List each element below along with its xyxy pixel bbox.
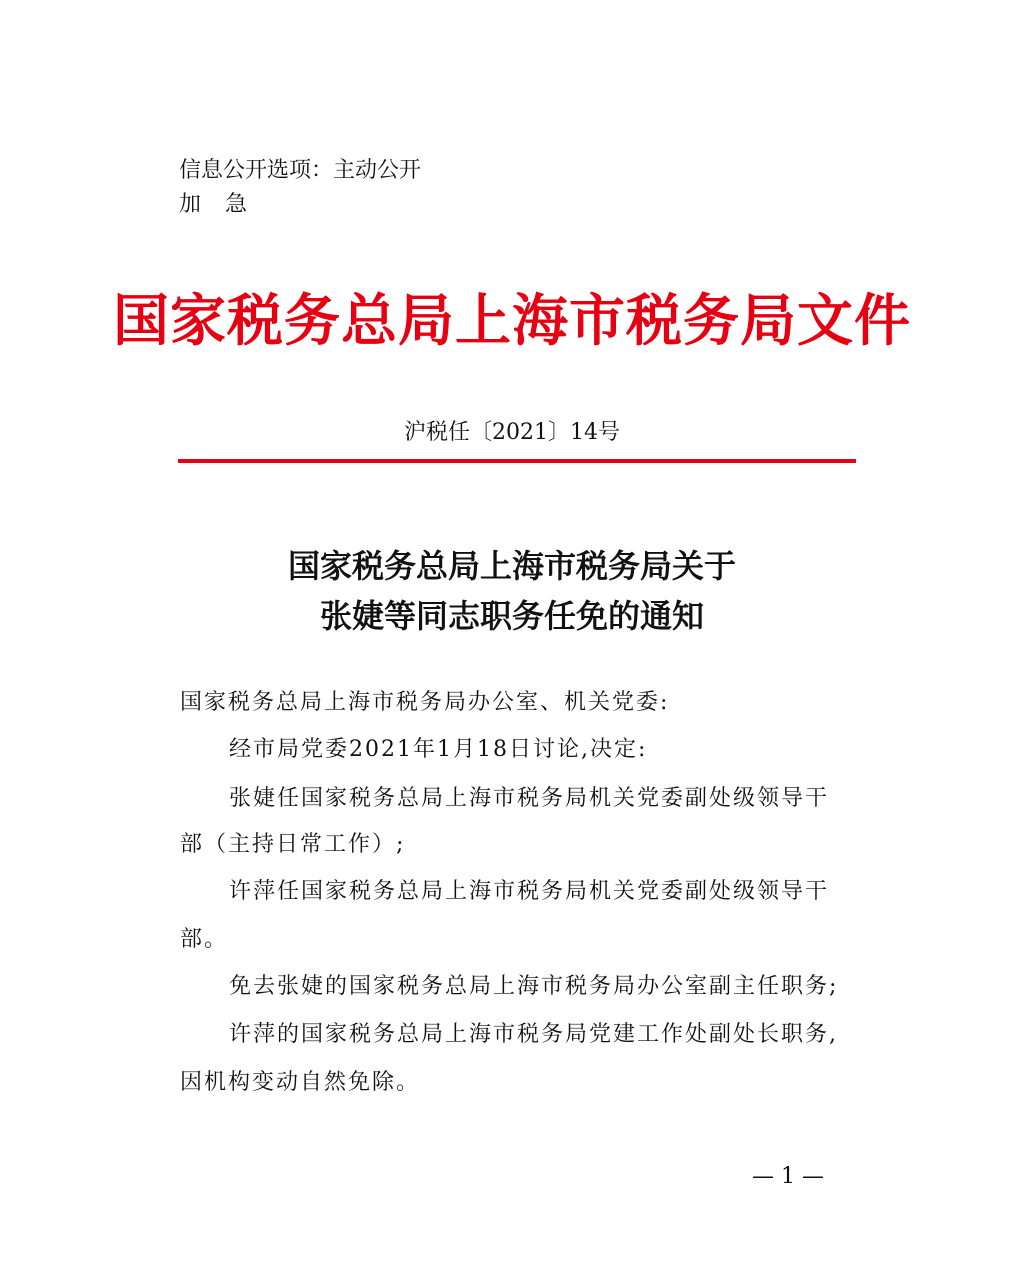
- removal-xu-line-1: 许萍的国家税务总局上海市税务局党建工作处副处长职务,: [229, 1022, 838, 1047]
- addressee: 国家税务总局上海市税务局办公室、机关党委:: [180, 690, 670, 715]
- disclosure-option: 信息公开选项：主动公开: [179, 158, 422, 183]
- urgency-label: 加 急: [179, 192, 249, 217]
- decision-intro: 经市局党委2021年1月18日讨论,决定:: [229, 737, 648, 762]
- appointment-xu-line-1: 许萍任国家税务总局上海市税务局机关党委副处级领导干: [229, 879, 830, 904]
- document-title-line-2: 张婕等同志职务任免的通知: [319, 597, 704, 635]
- appointment-xu-line-2: 部。: [180, 927, 229, 952]
- document-number: 沪税任〔2021〕14号: [404, 420, 620, 445]
- removal-zhang: 免去张婕的国家税务总局上海市税务局办公室副主任职务;: [229, 974, 839, 999]
- red-separator-rule: [178, 459, 856, 463]
- page-number: — 1 —: [752, 1164, 824, 1189]
- appointment-zhang-line-2: 部（主持日常工作）;: [180, 832, 406, 857]
- removal-xu-line-2: 因机构变动自然免除。: [180, 1070, 421, 1095]
- document-issuer-header: 国家税务总局上海市税务局文件: [113, 288, 911, 354]
- appointment-zhang-line-1: 张婕任国家税务总局上海市税务局机关党委副处级领导干: [229, 786, 830, 811]
- document-title-line-1: 国家税务总局上海市税务局关于: [287, 547, 736, 585]
